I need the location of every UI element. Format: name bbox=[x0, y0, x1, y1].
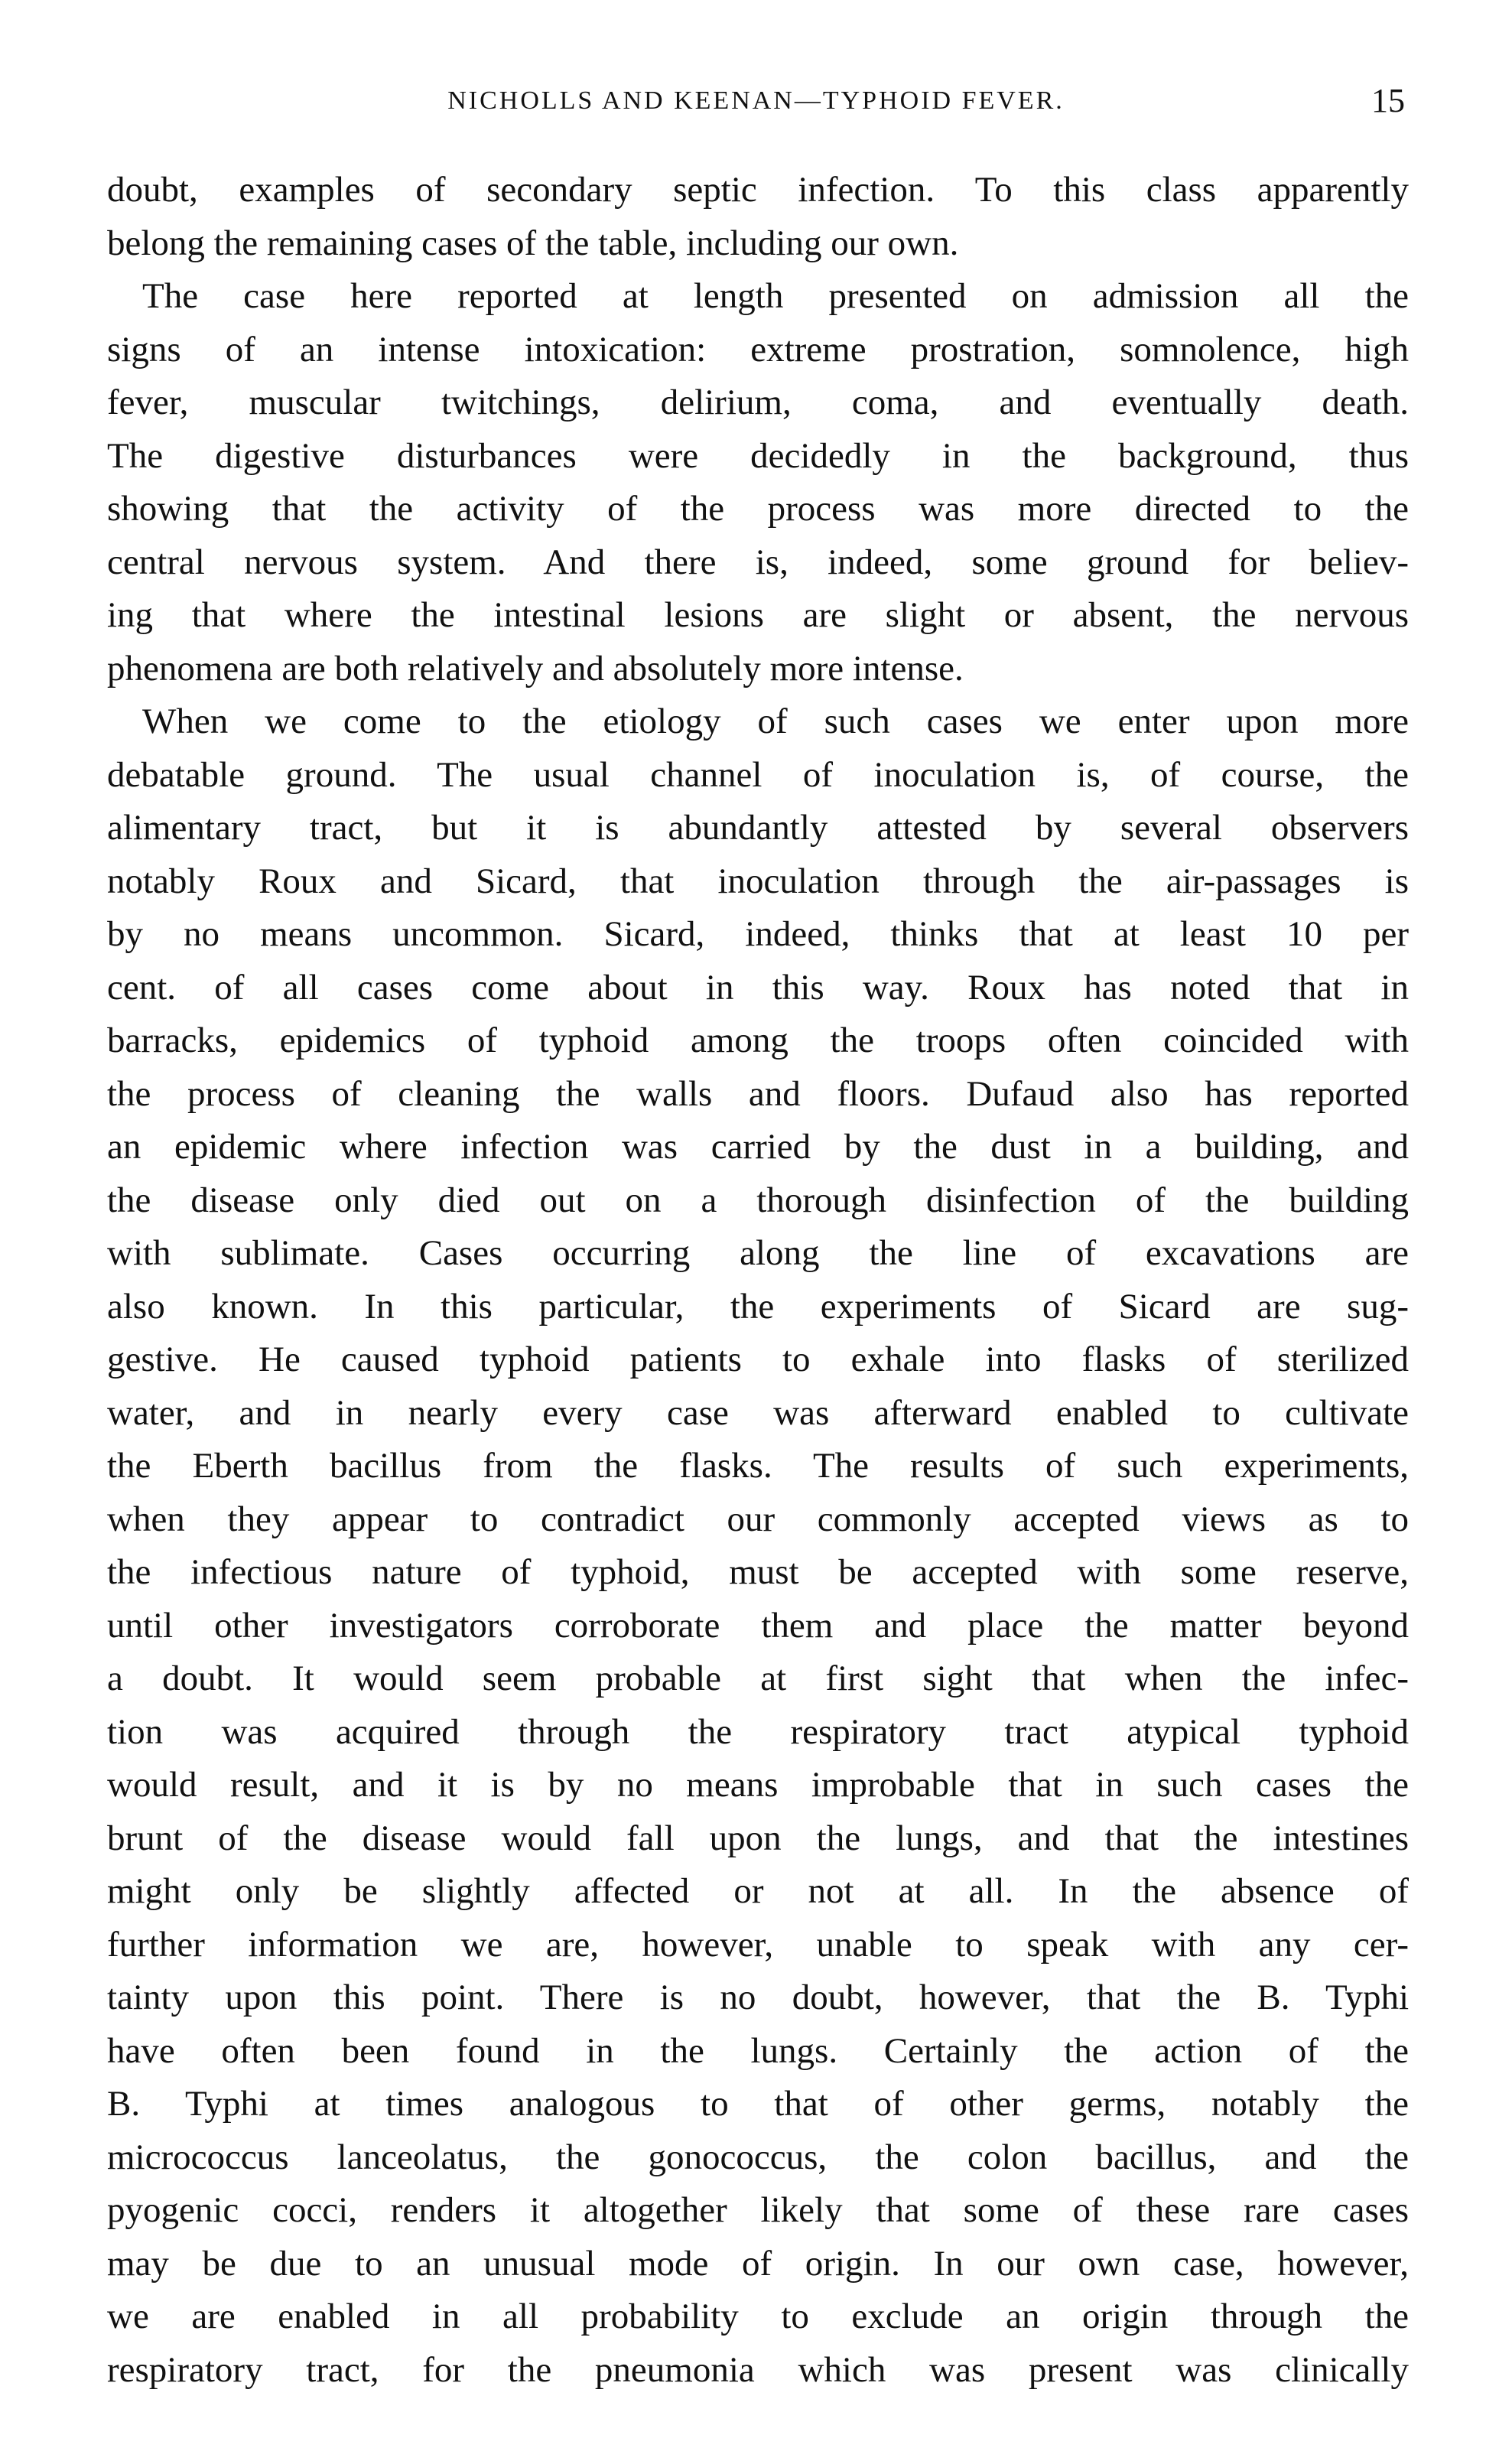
text-line: ing that where the intestinal lesions are slight or absent, the nervous bbox=[107, 595, 1409, 635]
text-line: with sublimate. Cases occurring along the line of excavations are bbox=[107, 1233, 1409, 1273]
text-line: alimentary tract, but it is abundantly attested by several observers bbox=[107, 808, 1409, 848]
text-line: fever, muscular twitchings, delirium, coma, and eventually death. bbox=[107, 382, 1409, 422]
text-line: the Eberth bacillus from the flasks. The results of such experiments, bbox=[107, 1446, 1409, 1486]
text-line: signs of an intense intoxication: extreme prostration, somnolence, high bbox=[107, 329, 1409, 369]
text-line: water, and in nearly every case was afterward enabled to cultivate bbox=[107, 1392, 1409, 1433]
text-line: the infectious nature of typhoid, must be accepted with some reserve, bbox=[107, 1552, 1409, 1592]
text-line: may be due to an unusual mode of origin. In our own case, however, bbox=[107, 2243, 1409, 2284]
text-line: micrococcus lanceolatus, the gonococcus, the colon bacillus, and the bbox=[107, 2137, 1409, 2177]
text-line: have often been found in the lungs. Certainly the action of the bbox=[107, 2030, 1409, 2071]
text-line: the process of cleaning the walls and floors. Dufaud also has reported bbox=[107, 1073, 1409, 1114]
text-line: also known. In this particular, the experiments of Sicard are sug- bbox=[107, 1286, 1409, 1327]
text-line: pyogenic cocci, renders it altogether likely that some of these rare cases bbox=[107, 2190, 1409, 2230]
text-line: tion was acquired through the respiratory tract atypical typhoid bbox=[107, 1711, 1409, 1752]
text-line: debatable ground. The usual channel of inoculation is, of course, the bbox=[107, 754, 1409, 795]
text-line: respiratory tract, for the pneumonia which was present was clinically bbox=[107, 2349, 1409, 2390]
text-line: might only be slightly affected or not at all. In the absence of bbox=[107, 1871, 1409, 1911]
text-line: cent. of all cases come about in this way. Roux has noted that in bbox=[107, 967, 1409, 1008]
text-line: central nervous system. And there is, indeed, some ground for believ- bbox=[107, 542, 1409, 582]
running-title: NICHOLLS AND KEENAN—TYPHOID FEVER. bbox=[447, 86, 1065, 115]
page-number: 15 bbox=[1371, 82, 1405, 119]
text-line: When we come to the etiology of such cases we enter upon more bbox=[142, 702, 1409, 741]
text-line: when they appear to contradict our commonly accepted views as to bbox=[107, 1499, 1409, 1539]
text-line: we are enabled in all probability to exclude an origin through the bbox=[107, 2297, 1409, 2336]
text-line: a doubt. It would seem probable at first sight that when the infec- bbox=[107, 1659, 1409, 1698]
text-line: an epidemic where infection was carried by the dust in a building, and bbox=[107, 1127, 1409, 1167]
body-text bbox=[107, 164, 1409, 2397]
text-line: the disease only died out on a thorough disinfection of the building bbox=[107, 1180, 1409, 1220]
text-line: phenomena are both relatively and absolutely more intense. bbox=[107, 648, 964, 688]
text-line: The case here reported at length presented on admission all the bbox=[142, 276, 1409, 316]
text-line: barracks, epidemics of typhoid among the troops often coincided with bbox=[107, 1021, 1409, 1060]
text-line: The digestive disturbances were decidedly in the background, thus bbox=[107, 435, 1409, 476]
text-line: until other investigators corroborate them and place the matter beyond bbox=[107, 1605, 1409, 1646]
running-head bbox=[107, 78, 1405, 124]
text-line: belong the remaining cases of the table, including our own. bbox=[107, 223, 959, 263]
text-line: tainty upon this point. There is no doubt, however, that the B. Typhi bbox=[107, 1978, 1409, 2017]
text-line: B. Typhi at times analogous to that of other germs, notably the bbox=[107, 2084, 1409, 2124]
text-line: by no means uncommon. Sicard, indeed, thinks that at least 10 per bbox=[107, 914, 1409, 954]
text-line: gestive. He caused typhoid patients to exhale into flasks of sterilized bbox=[107, 1340, 1409, 1379]
text-line: further information we are, however, unable to speak with any cer- bbox=[107, 1924, 1409, 1965]
text-line: doubt, examples of secondary septic infection. To this class apparently bbox=[107, 170, 1409, 210]
text-line: notably Roux and Sicard, that inoculation through the air-passages is bbox=[107, 861, 1409, 901]
text-line: brunt of the disease would fall upon the lungs, and that the intestines bbox=[107, 1818, 1409, 1858]
text-line: would result, and it is by no means improbable that in such cases the bbox=[107, 1765, 1409, 1805]
text-line: showing that the activity of the process was more directed to the bbox=[107, 489, 1409, 529]
